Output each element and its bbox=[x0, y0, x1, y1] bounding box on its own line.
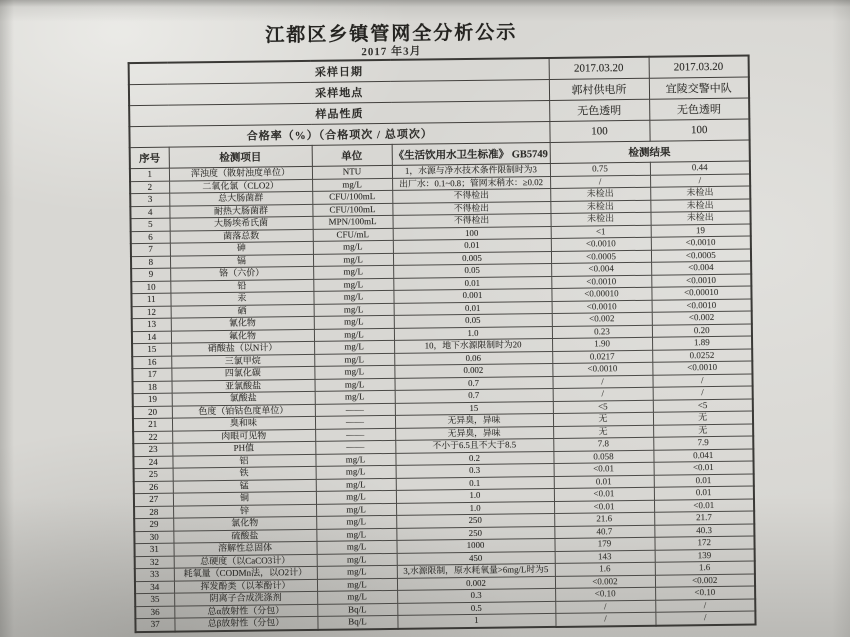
unit-cell: mg/L bbox=[317, 565, 397, 578]
item-name-cell: 铬（六价） bbox=[170, 266, 313, 280]
item-name-cell: 阴离子合成洗涤剂 bbox=[174, 591, 317, 605]
standard-cell: 0.01 bbox=[393, 276, 551, 290]
page-title: 江都区乡镇管网全分析公示 bbox=[265, 22, 518, 47]
row-number-cell: 14 bbox=[132, 331, 171, 344]
row-number-cell: 16 bbox=[132, 356, 171, 369]
result-cell-2: 0.01 bbox=[654, 486, 754, 500]
item-name-cell: 总硬度（以CaCO3计） bbox=[174, 554, 317, 568]
item-name-cell: 砷 bbox=[170, 241, 313, 255]
col-header-no: 序号 bbox=[130, 147, 169, 168]
row-number-cell: 12 bbox=[132, 306, 171, 319]
result-cell-2: 0.041 bbox=[653, 449, 753, 463]
standard-cell: 0.01 bbox=[394, 301, 552, 315]
unit-cell: mg/L bbox=[314, 303, 394, 316]
result-cell-2: 1.89 bbox=[652, 336, 752, 350]
row-number-cell: 28 bbox=[134, 506, 173, 519]
result-cell-1: 143 bbox=[555, 550, 655, 564]
row-number-cell: 32 bbox=[135, 556, 174, 569]
row-number-cell: 36 bbox=[135, 606, 174, 619]
item-name-cell: 大肠埃希氏菌 bbox=[170, 216, 313, 230]
row-number-cell: 29 bbox=[134, 518, 173, 531]
item-name-cell: 汞 bbox=[170, 291, 313, 305]
item-name-cell: 总β放射性（分包） bbox=[174, 616, 317, 631]
unit-cell: mg/L bbox=[314, 315, 394, 328]
unit-cell: mg/L bbox=[313, 278, 393, 291]
row-number-cell: 22 bbox=[133, 431, 172, 444]
result-cell-2: <0.01 bbox=[654, 499, 754, 513]
unit-cell: mg/L bbox=[316, 515, 396, 528]
row-number-cell: 27 bbox=[134, 493, 173, 506]
unit-cell: mg/L bbox=[317, 590, 397, 603]
row-number-cell: 2 bbox=[130, 181, 169, 194]
standard-cell: 0.5 bbox=[397, 601, 555, 615]
row-number-cell: 17 bbox=[132, 368, 171, 381]
unit-cell: mg/L bbox=[316, 540, 396, 553]
item-name-cell: 总大肠菌群 bbox=[169, 191, 312, 205]
item-name-cell: 硒 bbox=[171, 304, 314, 318]
standard-cell: 100 bbox=[393, 226, 551, 240]
item-name-cell: 锌 bbox=[173, 504, 316, 518]
row-number-cell: 8 bbox=[131, 256, 170, 269]
item-name-cell: 二氧化氯（CLO2） bbox=[169, 179, 312, 193]
row-number-cell: 30 bbox=[134, 531, 173, 544]
standard-cell: 15 bbox=[395, 401, 553, 415]
item-name-cell: 氯酸盐 bbox=[172, 391, 315, 405]
unit-cell: CFU/mL bbox=[313, 228, 393, 241]
item-name-cell: 耐热大肠菌群 bbox=[169, 204, 312, 218]
result-cell-1: 无 bbox=[553, 412, 653, 426]
standard-cell: 0.3 bbox=[397, 588, 555, 602]
col-header-unit: 单位 bbox=[312, 144, 392, 166]
unit-cell: mg/L bbox=[314, 328, 394, 341]
unit-cell: mg/L bbox=[314, 365, 394, 378]
unit-cell: —— bbox=[315, 440, 395, 453]
result-cell-1: 0.23 bbox=[552, 325, 652, 339]
row-number-cell: 33 bbox=[135, 568, 174, 581]
result-cell-1: / bbox=[550, 175, 650, 189]
result-cell-2: 21.7 bbox=[654, 511, 754, 525]
item-name-cell: 镉 bbox=[170, 254, 313, 268]
unit-cell: mg/L bbox=[315, 453, 395, 466]
item-name-cell: 铁 bbox=[173, 466, 316, 480]
row-number-cell: 13 bbox=[132, 318, 171, 331]
result-cell-1: 7.8 bbox=[553, 437, 653, 451]
result-cell-2: 未检出 bbox=[650, 199, 750, 213]
item-name-cell: 浑浊度（散射浊度单位） bbox=[169, 166, 312, 180]
unit-cell: mg/L bbox=[314, 340, 394, 353]
pass-rate-value-1: 100 bbox=[549, 120, 649, 142]
result-cell-1: / bbox=[553, 387, 653, 401]
standard-cell: 0.3 bbox=[396, 463, 554, 477]
result-cell-2: 0.0252 bbox=[652, 349, 752, 363]
result-cell-1: 未检出 bbox=[550, 200, 650, 214]
result-cell-2: 无 bbox=[653, 411, 753, 425]
result-cell-1: <0.0010 bbox=[551, 237, 651, 251]
result-cell-2: 未检出 bbox=[650, 186, 750, 200]
item-name-cell: 硝酸盐（以N计） bbox=[171, 341, 314, 355]
standard-cell: 1.0 bbox=[394, 326, 552, 340]
result-cell-2: <0.01 bbox=[654, 461, 754, 475]
result-cell-1: 40.7 bbox=[554, 525, 654, 539]
standard-cell: 不小于6.5且不大于8.5 bbox=[395, 438, 553, 452]
result-cell-2: <0.0010 bbox=[652, 299, 752, 313]
result-cell-2: / bbox=[653, 386, 753, 400]
standard-cell: 0.05 bbox=[394, 313, 552, 327]
unit-cell: mg/L bbox=[313, 290, 393, 303]
result-cell-1: <0.0010 bbox=[552, 362, 652, 376]
analysis-table bbox=[128, 55, 757, 633]
row-number-cell: 3 bbox=[130, 193, 169, 206]
result-cell-2: / bbox=[655, 599, 755, 613]
result-cell-2: 139 bbox=[655, 549, 755, 563]
row-number-cell: 10 bbox=[131, 281, 170, 294]
result-cell-2: / bbox=[655, 611, 755, 625]
result-cell-2: <0.0005 bbox=[651, 249, 751, 263]
unit-cell: mg/L bbox=[317, 553, 397, 566]
unit-cell: Bq/L bbox=[317, 603, 397, 616]
standard-cell: 1 bbox=[397, 613, 555, 628]
result-cell-2: <0.0010 bbox=[652, 361, 752, 375]
result-cell-2: <0.002 bbox=[655, 574, 755, 588]
standard-cell: 450 bbox=[397, 551, 555, 565]
sample-nature-label: 样品性质 bbox=[129, 100, 549, 126]
result-cell-1: 未检出 bbox=[550, 187, 650, 201]
result-cell-1: 179 bbox=[554, 537, 654, 551]
unit-cell: mg/L bbox=[313, 240, 393, 253]
col-header-standard: 《生活饮用水卫生标准》 GB5749 bbox=[392, 142, 550, 165]
item-name-cell: 肉眼可见物 bbox=[172, 429, 315, 443]
row-number-cell: 4 bbox=[130, 206, 169, 219]
standard-cell: 0.06 bbox=[394, 351, 552, 365]
result-cell-1: / bbox=[555, 612, 655, 626]
row-number-cell: 6 bbox=[131, 231, 170, 244]
standard-cell: 0.002 bbox=[397, 576, 555, 590]
unit-cell: mg/L bbox=[314, 378, 394, 391]
item-name-cell: 铝 bbox=[172, 454, 315, 468]
row-number-cell: 1 bbox=[130, 168, 169, 181]
item-name-cell: 亚氯酸盐 bbox=[171, 379, 314, 393]
row-number-cell: 34 bbox=[135, 581, 174, 594]
row-number-cell: 9 bbox=[131, 268, 170, 281]
page-subtitle: 2017 年3月 bbox=[361, 45, 422, 59]
standard-cell: 0.1 bbox=[396, 476, 554, 490]
standard-cell: 0.7 bbox=[394, 376, 552, 390]
result-cell-1: 1.90 bbox=[552, 337, 652, 351]
result-cell-1: 1.6 bbox=[555, 562, 655, 576]
result-cell-2: <0.002 bbox=[652, 311, 752, 325]
standard-cell: 不得检出 bbox=[392, 201, 550, 215]
result-cell-1: <0.002 bbox=[552, 312, 652, 326]
row-number-cell: 11 bbox=[131, 293, 170, 306]
result-cell-1: 21.6 bbox=[554, 512, 654, 526]
result-cell-1: <0.0005 bbox=[551, 250, 651, 264]
sample-date-label: 采样日期 bbox=[129, 58, 549, 85]
item-name-cell: 四氯化碳 bbox=[171, 366, 314, 380]
unit-cell: mg/L bbox=[317, 578, 397, 591]
standard-cell: 0.01 bbox=[393, 238, 551, 252]
standard-cell: 0.001 bbox=[393, 288, 551, 302]
standard-cell: 1，水源与净水技术条件限制时为3 bbox=[392, 163, 550, 177]
result-cell-2: 未检出 bbox=[650, 211, 750, 225]
item-name-cell: 硫酸盐 bbox=[173, 529, 316, 543]
result-cell-2: 无 bbox=[653, 424, 753, 438]
result-cell-2: 0.44 bbox=[650, 161, 750, 175]
unit-cell: mg/L bbox=[316, 478, 396, 491]
result-cell-2: 19 bbox=[651, 224, 751, 238]
item-name-cell: 臭和味 bbox=[172, 416, 315, 430]
result-cell-1: <0.004 bbox=[551, 262, 651, 276]
unit-cell: mg/L bbox=[312, 178, 392, 191]
result-cell-2: 0.20 bbox=[652, 324, 752, 338]
result-cell-1: <0.0010 bbox=[552, 300, 652, 314]
result-cell-1: <0.01 bbox=[554, 462, 654, 476]
result-cell-2: <0.004 bbox=[651, 261, 751, 275]
unit-cell: MPN/100mL bbox=[313, 215, 393, 228]
item-name-cell: 色度（铂钴色度单位） bbox=[172, 404, 315, 418]
standard-cell: 无异臭，异味 bbox=[395, 413, 553, 427]
item-name-cell: 菌落总数 bbox=[170, 229, 313, 243]
result-cell-1: 未检出 bbox=[550, 212, 650, 226]
result-cell-1: 0.0217 bbox=[552, 350, 652, 364]
sample-site-value-1: 郭村供电所 bbox=[549, 78, 649, 100]
item-name-cell: 溶解性总固体 bbox=[173, 541, 316, 555]
unit-cell: CFU/100mL bbox=[312, 190, 392, 203]
standard-cell: 无异臭，异味 bbox=[395, 426, 553, 440]
result-cell-2: <0.00010 bbox=[651, 286, 751, 300]
sample-site-label: 采样地点 bbox=[129, 79, 549, 105]
row-number-cell: 5 bbox=[131, 218, 170, 231]
result-cell-2: <0.10 bbox=[655, 586, 755, 600]
row-number-cell: 37 bbox=[135, 618, 174, 631]
result-cell-2: 7.9 bbox=[653, 436, 753, 450]
row-number-cell: 21 bbox=[133, 418, 172, 431]
item-name-cell: 锰 bbox=[173, 479, 316, 493]
result-cell-1: <0.01 bbox=[554, 487, 654, 501]
result-cell-2: 0.01 bbox=[654, 474, 754, 488]
row-number-cell: 19 bbox=[133, 393, 172, 406]
result-cell-1: <0.01 bbox=[554, 500, 654, 514]
unit-cell: mg/L bbox=[316, 528, 396, 541]
standard-cell: 1.0 bbox=[396, 501, 554, 515]
row-number-cell: 20 bbox=[133, 406, 172, 419]
result-cell-1: <0.10 bbox=[555, 587, 655, 601]
result-cell-2: 1.6 bbox=[655, 561, 755, 575]
unit-cell: mg/L bbox=[313, 253, 393, 266]
result-cell-1: 无 bbox=[553, 425, 653, 439]
pass-rate-value-2: 100 bbox=[649, 119, 749, 141]
result-cell-1: 0.75 bbox=[550, 162, 650, 176]
standard-cell: 0.2 bbox=[395, 451, 553, 465]
unit-cell: mg/L bbox=[316, 465, 396, 478]
standard-cell: 0.05 bbox=[393, 263, 551, 277]
item-name-cell: 氟化物 bbox=[171, 329, 314, 343]
result-cell-2: <0.0010 bbox=[651, 236, 751, 250]
unit-cell: Bq/L bbox=[317, 615, 397, 629]
unit-cell: NTU bbox=[312, 165, 392, 178]
standard-cell: 10，地下水源限制时为20 bbox=[394, 338, 552, 352]
standard-cell: 1.0 bbox=[396, 488, 554, 502]
unit-cell: CFU/100mL bbox=[312, 203, 392, 216]
item-name-cell: 耗氧量（CODMn法，以O2计） bbox=[174, 566, 317, 580]
result-cell-1: <5 bbox=[553, 400, 653, 414]
standard-cell: 0.7 bbox=[395, 388, 553, 402]
col-header-item: 检测项目 bbox=[169, 145, 312, 168]
unit-cell: —— bbox=[315, 415, 395, 428]
standard-cell: 1000 bbox=[396, 538, 554, 552]
row-number-cell: 24 bbox=[133, 456, 172, 469]
standard-cell: 3,水源限制，原水耗氧量>6mg/L时为5 bbox=[397, 563, 555, 577]
standard-cell: 0.002 bbox=[394, 363, 552, 377]
unit-cell: mg/L bbox=[315, 390, 395, 403]
row-number-cell: 18 bbox=[133, 381, 172, 394]
item-name-cell: 总α放射性（分包） bbox=[174, 604, 317, 618]
result-cell-1: 0.01 bbox=[554, 475, 654, 489]
item-name-cell: PH值 bbox=[172, 441, 315, 455]
unit-cell: —— bbox=[315, 403, 395, 416]
standard-cell: 不得检出 bbox=[392, 188, 550, 202]
sample-date-value-1: 2017.03.20 bbox=[549, 57, 649, 80]
row-number-cell: 31 bbox=[134, 543, 173, 556]
row-number-cell: 26 bbox=[134, 481, 173, 494]
item-name-cell: 铅 bbox=[170, 279, 313, 293]
item-name-cell: 三氯甲烷 bbox=[171, 354, 314, 368]
sample-site-value-2: 宜陵交警中队 bbox=[649, 77, 749, 99]
unit-cell: —— bbox=[315, 428, 395, 441]
pass-rate-label: 合格率（%）（合格项次 / 总项次） bbox=[129, 121, 549, 147]
result-cell-2: 172 bbox=[654, 536, 754, 550]
result-cell-1: <0.0010 bbox=[551, 275, 651, 289]
item-name-cell: 铜 bbox=[173, 491, 316, 505]
row-number-cell: 15 bbox=[132, 343, 171, 356]
result-cell-2: 40.3 bbox=[654, 524, 754, 538]
unit-cell: mg/L bbox=[314, 353, 394, 366]
result-cell-1: / bbox=[555, 600, 655, 614]
standard-cell: 250 bbox=[396, 513, 554, 527]
result-cell-1: / bbox=[552, 375, 652, 389]
unit-cell: mg/L bbox=[316, 490, 396, 503]
item-name-cell: 挥发酚类（以苯酚计） bbox=[174, 579, 317, 593]
result-cell-1: <0.002 bbox=[555, 575, 655, 589]
sample-nature-value-2: 无色透明 bbox=[649, 98, 749, 120]
col-header-result: 检测结果 bbox=[550, 140, 750, 163]
result-cell-1: 0.058 bbox=[553, 450, 653, 464]
result-cell-2: <5 bbox=[653, 399, 753, 413]
row-number-cell: 25 bbox=[134, 468, 173, 481]
unit-cell: mg/L bbox=[316, 503, 396, 516]
sample-date-value-2: 2017.03.20 bbox=[649, 56, 749, 79]
result-cell-2: <0.0010 bbox=[651, 274, 751, 288]
result-cell-1: <1 bbox=[551, 225, 651, 239]
standard-cell: 0.005 bbox=[393, 251, 551, 265]
standard-cell: 出厂水：0.1~0.8；管网末稍水：≥0.02 bbox=[392, 176, 550, 190]
standard-cell: 不得检出 bbox=[392, 213, 550, 227]
result-cell-2: / bbox=[650, 174, 750, 188]
unit-cell: mg/L bbox=[313, 265, 393, 278]
result-cell-2: / bbox=[652, 374, 752, 388]
row-number-cell: 23 bbox=[133, 443, 172, 456]
standard-cell: 250 bbox=[396, 526, 554, 540]
row-number-cell: 35 bbox=[135, 593, 174, 606]
result-cell-1: <0.00010 bbox=[551, 287, 651, 301]
item-name-cell: 氯化物 bbox=[173, 516, 316, 530]
item-name-cell: 氰化物 bbox=[171, 316, 314, 330]
sample-nature-value-1: 无色透明 bbox=[549, 99, 649, 121]
row-number-cell: 7 bbox=[131, 243, 170, 256]
